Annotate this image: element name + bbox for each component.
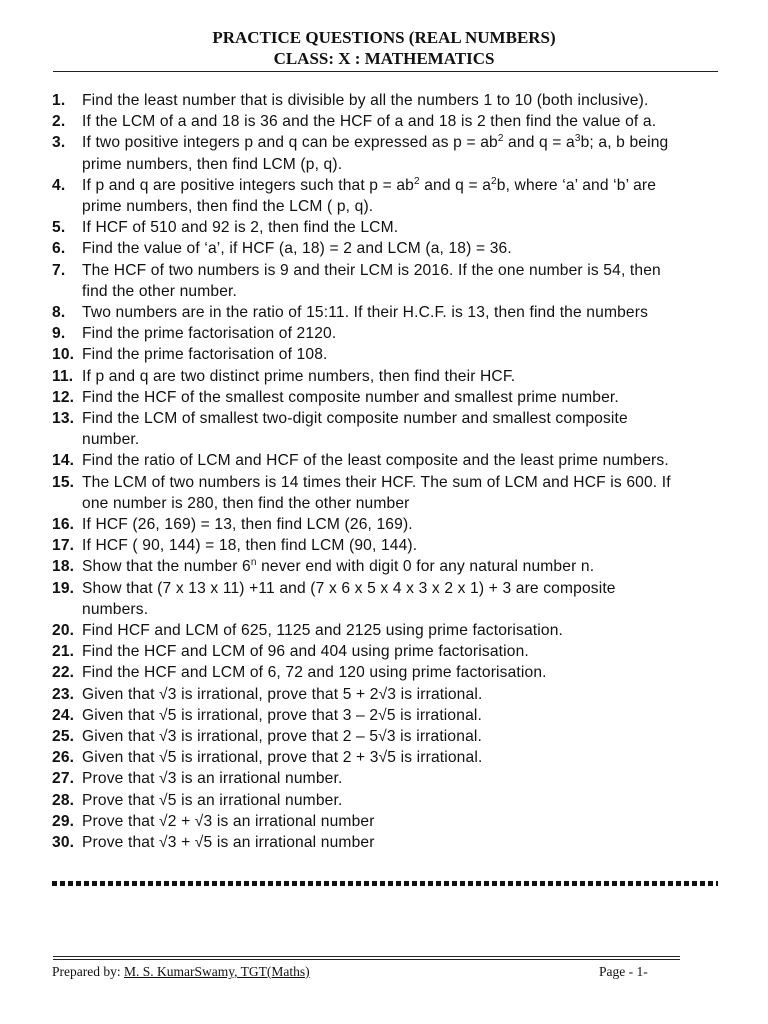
question-text: Find the prime factorisation of 2120. bbox=[82, 325, 337, 343]
question-item bbox=[52, 260, 727, 302]
question-text: If p and q are positive integers such that $p = ab^2$ and $q = a^2b$, where ‘a’ and ‘b’ are bbox=[82, 175, 657, 194]
header-divider bbox=[53, 71, 718, 72]
question-item bbox=[52, 323, 727, 344]
question-number: 25. bbox=[52, 728, 75, 745]
question-text: number. bbox=[82, 431, 140, 449]
question-text: Show that the number 6$^n$ never end with digit 0 for any natural number n. bbox=[82, 557, 595, 576]
question-number: 27. bbox=[52, 770, 75, 788]
question-number: 11. bbox=[52, 367, 74, 385]
question-text: one number is 280, then find the other number bbox=[82, 494, 410, 512]
question-text: numbers. bbox=[82, 600, 149, 618]
question-text: Given that √3 is irrational, prove that 5 + 2√3 is irrational. bbox=[82, 685, 483, 703]
question-text: find the other number. bbox=[82, 282, 238, 300]
page-number: Page - 1- bbox=[599, 964, 648, 979]
question-item bbox=[52, 472, 727, 514]
question-item bbox=[52, 578, 727, 620]
question-number: 26. bbox=[52, 749, 75, 767]
question-text: Show that (7 x 13 x 11) +11 and (7 x 6 x 5 x 4 x 3 x 2 x 1) + 3 are composite bbox=[82, 579, 616, 597]
page-title: PRACTICE QUESTIONS (REAL NUMBERS) bbox=[212, 28, 556, 47]
question-text: Find HCF and LCM of 625, 1125 and 2125 using prime factorisation. bbox=[82, 622, 564, 639]
question-text: Find the HCF and LCM of 96 and 404 using prime factorisation. bbox=[82, 643, 529, 661]
question-number: 28. bbox=[52, 791, 75, 809]
question-number: 17. bbox=[52, 537, 75, 555]
question-text: If the LCM of a and 18 is 36 and the HCF of a and 18 is 2 then find the value of a. bbox=[82, 113, 657, 131]
dotted-divider bbox=[52, 881, 718, 886]
question-item bbox=[52, 132, 727, 174]
question-item bbox=[52, 111, 727, 132]
question-text: Find the prime factorisation of 108. bbox=[82, 346, 328, 364]
question-text: Prove that √2 + √3 is an irrational number bbox=[82, 812, 375, 830]
question-text: If two positive integers p and q can be expressed as $p = ab^2$ and $q = a^3b$; a, b being bbox=[82, 133, 669, 152]
question-item bbox=[52, 684, 727, 705]
question-number: 29. bbox=[52, 812, 75, 830]
prepared-by bbox=[52, 964, 310, 980]
question-number: 22. bbox=[52, 664, 75, 682]
author-name: M. S. KumarSwamy, TGT(Maths) bbox=[123, 964, 310, 979]
question-text: Prove that √3 + √5 is an irrational number bbox=[82, 834, 375, 851]
question-item bbox=[52, 302, 727, 323]
question-number: 8. bbox=[52, 304, 66, 321]
question-number: 30. bbox=[52, 834, 75, 851]
question-number: 10. bbox=[52, 346, 75, 364]
page-subtitle: CLASS: X : MATHEMATICS bbox=[273, 49, 495, 68]
question-text: Prove that √3 is an irrational number. bbox=[82, 770, 343, 788]
question-item bbox=[52, 620, 727, 641]
question-number: 19. bbox=[52, 579, 75, 597]
question-text: Find the LCM of smallest two-digit composite number and smallest composite bbox=[82, 410, 628, 427]
footer-divider-lower bbox=[53, 959, 680, 960]
question-number: 18. bbox=[52, 558, 75, 576]
question-text: If HCF ( 90, 144) = 18, then find LCM (90, 144). bbox=[82, 537, 418, 555]
question-text: Find the HCF of the smallest composite number and smallest prime number. bbox=[82, 388, 619, 406]
question-text: Find the HCF and LCM of 6, 72 and 120 using prime factorisation. bbox=[82, 664, 547, 682]
question-item bbox=[52, 450, 727, 471]
question-text: Prove that √5 is an irrational number. bbox=[82, 791, 343, 809]
question-number: 4. bbox=[52, 176, 66, 194]
question-text: If HCF of 510 and 92 is 2, then find the LCM. bbox=[82, 219, 399, 237]
question-text: If p and q are two distinct prime numbers, then find their HCF. bbox=[82, 367, 516, 385]
question-number: 1. bbox=[52, 92, 66, 109]
question-item bbox=[52, 790, 727, 811]
question-text: Find the least number that is divisible by all the numbers 1 to 10 (both inclusive). bbox=[82, 92, 649, 109]
question-item bbox=[52, 344, 727, 365]
question-number: 14. bbox=[52, 452, 75, 470]
question-item bbox=[52, 514, 727, 535]
question-item bbox=[52, 705, 727, 726]
question-item bbox=[52, 387, 727, 408]
question-item bbox=[52, 768, 727, 789]
question-number: 5. bbox=[52, 219, 66, 237]
question-number: 6. bbox=[52, 240, 66, 258]
question-number: 15. bbox=[52, 473, 75, 491]
footer-divider bbox=[53, 956, 680, 957]
question-text: Given that √5 is irrational, prove that 3 – 2√5 is irrational. bbox=[82, 706, 482, 724]
question-item bbox=[52, 556, 727, 577]
question-item bbox=[52, 832, 727, 853]
question-text: The HCF of two numbers is 9 and their LCM is 2016. If the one number is 54, then bbox=[82, 261, 661, 279]
question-text: The LCM of two numbers is 14 times their HCF. The sum of LCM and HCF is 600. If bbox=[82, 473, 671, 491]
question-item bbox=[52, 641, 727, 662]
question-text: Given that √5 is irrational, prove that 2 + 3√5 is irrational. bbox=[82, 749, 483, 767]
question-number: 13. bbox=[52, 410, 75, 427]
question-number: 23. bbox=[52, 685, 75, 703]
question-text: Find the ratio of LCM and HCF of the least composite and the least prime numbers. bbox=[82, 452, 669, 470]
question-item bbox=[52, 90, 727, 111]
question-text: Given that √3 is irrational, prove that 2 – 5√3 is irrational. bbox=[82, 728, 482, 745]
question-text: prime numbers, then find the LCM ( p, q). bbox=[82, 197, 374, 215]
question-item bbox=[52, 408, 727, 450]
question-text: Find the value of ‘a’, if HCF (a, 18) = 2 and LCM (a, 18) = 36. bbox=[82, 240, 512, 258]
question-text: prime numbers, then find LCM (p, q). bbox=[82, 155, 343, 173]
question-item bbox=[52, 535, 727, 556]
question-number: 20. bbox=[52, 622, 75, 639]
question-item bbox=[52, 175, 727, 217]
question-number: 2. bbox=[52, 113, 66, 131]
prepared-label: Prepared by: bbox=[52, 964, 121, 979]
question-item bbox=[52, 662, 727, 683]
question-text: If HCF (26, 169) = 13, then find LCM (26, 169). bbox=[82, 516, 413, 533]
question-item bbox=[52, 811, 727, 832]
question-number: 3. bbox=[52, 134, 66, 152]
question-item bbox=[52, 217, 727, 238]
question-text: Two numbers are in the ratio of 15:11. If their H.C.F. is 13, then find the numbers bbox=[82, 304, 649, 321]
question-number: 9. bbox=[52, 325, 66, 343]
question-number: 21. bbox=[52, 643, 75, 661]
question-item bbox=[52, 238, 727, 259]
question-number: 7. bbox=[52, 261, 66, 279]
question-item bbox=[52, 747, 727, 768]
question-item bbox=[52, 366, 727, 387]
question-number: 16. bbox=[52, 516, 75, 533]
question-number: 24. bbox=[52, 706, 75, 724]
question-item bbox=[52, 726, 727, 747]
question-number: 12. bbox=[52, 388, 75, 406]
